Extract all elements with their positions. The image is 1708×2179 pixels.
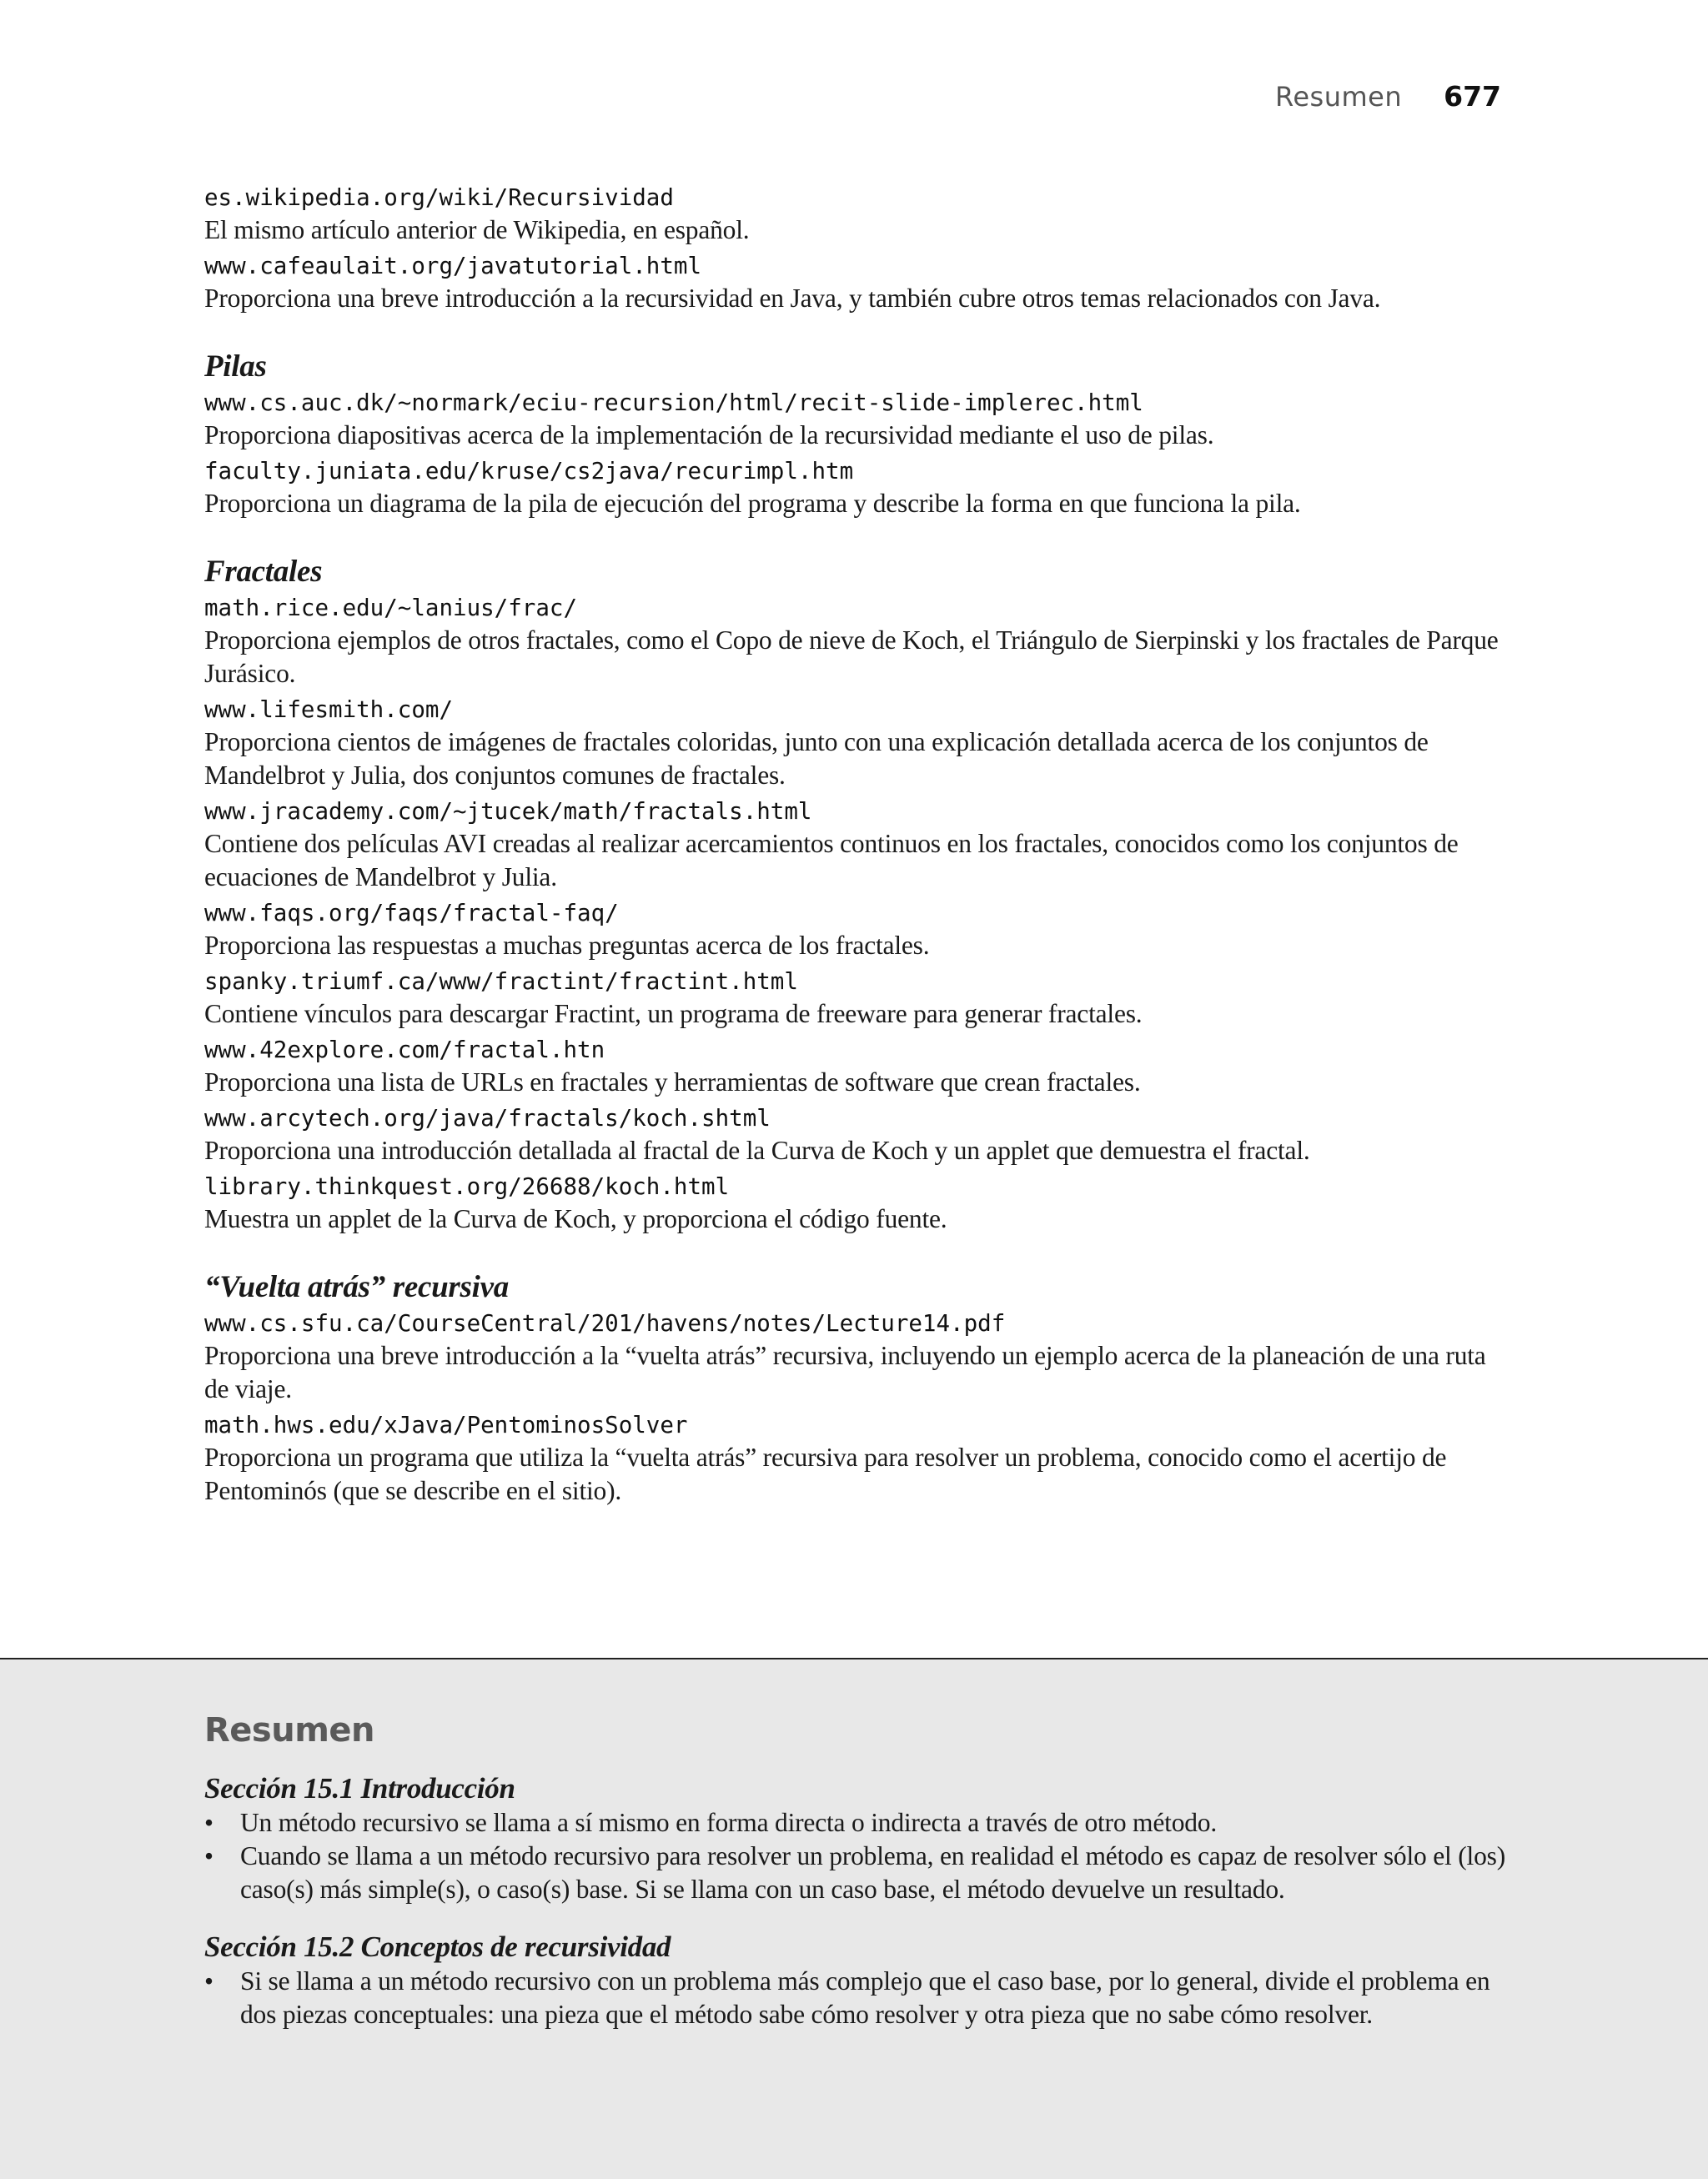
- bullet-item: [204, 1840, 1505, 1906]
- resource-url[interactable]: www.cs.sfu.ca/CourseCentral/201/havens/notes/Lecture14.pdf: [204, 1310, 1006, 1337]
- resource-description: Proporciona una breve introducción a la “vuelta atrás” recursiva, incluyendo un ejemplo acerca de la planeación de una ruta de viaje.: [204, 1341, 1486, 1403]
- resource-description: Muestra un applet de la Curva de Koch, y proporciona el código fuente.: [204, 1204, 947, 1233]
- list-item: [204, 592, 1505, 690]
- list-item: [204, 796, 1505, 894]
- summary-section-heading: Sección 15.2 Conceptos de recursividad: [204, 1930, 671, 1963]
- section-recursion-continued: [204, 182, 1505, 315]
- list-item: [204, 1308, 1505, 1406]
- resource-url[interactable]: www.arcytech.org/java/fractals/koch.shtml: [204, 1105, 771, 1132]
- summary-section-15-1: [204, 1771, 1505, 1906]
- list-item: [204, 1102, 1505, 1167]
- bullet-list: [204, 1806, 1505, 1906]
- section-vuelta-atras: [204, 1269, 1505, 1508]
- summary-section-15-2: [204, 1930, 1505, 2031]
- resource-url[interactable]: www.cafeaulait.org/javatutorial.html: [204, 253, 702, 279]
- list-item: [204, 694, 1505, 792]
- section-pilas: [204, 349, 1505, 520]
- summary-box: [0, 1658, 1708, 2179]
- resource-description: Proporciona las respuestas a muchas preguntas acerca de los fractales.: [204, 931, 930, 960]
- summary-title: Resumen: [204, 1711, 374, 1750]
- list-item: [204, 387, 1505, 452]
- resource-description: Contiene dos películas AVI creadas al realizar acercamientos continuos en los fractales, conocidos como los conjuntos de ecuaciones de Mandelbrot y Julia.: [204, 829, 1459, 891]
- running-header-section: Resumen: [1275, 81, 1403, 113]
- resource-url[interactable]: www.faqs.org/faqs/fractal-faq/: [204, 900, 619, 926]
- bullet-item: [204, 1806, 1505, 1840]
- resource-url[interactable]: spanky.triumf.ca/www/fractint/fractint.html: [204, 968, 798, 995]
- resource-url[interactable]: www.cs.auc.dk/~normark/eciu-recursion/html/recit-slide-implerec.html: [204, 389, 1143, 416]
- list-item: [204, 1034, 1505, 1099]
- bullet-icon: •: [204, 1808, 214, 1837]
- bullet-item: [204, 1965, 1505, 2031]
- resource-description: Proporciona una lista de URLs en fractales y herramientas de software que crean fractales.: [204, 1067, 1141, 1097]
- resource-description: Proporciona una breve introducción a la recursividad en Java, y también cubre otros temas relacionados con Java.: [204, 284, 1381, 313]
- section-heading: Pilas: [204, 349, 267, 384]
- summary-content: [204, 1711, 1505, 2055]
- section-heading: “Vuelta atrás” recursiva: [204, 1270, 509, 1304]
- bullet-list: [204, 1965, 1505, 2031]
- resource-url[interactable]: math.rice.edu/~lanius/frac/: [204, 595, 578, 621]
- resource-list: [204, 182, 1505, 1541]
- list-item: [204, 1171, 1505, 1236]
- list-item: [204, 250, 1505, 315]
- bullet-icon: •: [204, 1966, 214, 1996]
- resource-description: Proporciona una introducción detallada al fractal de la Curva de Koch y un applet que demuestra el fractal.: [204, 1136, 1310, 1165]
- list-item: [204, 182, 1505, 247]
- resource-url[interactable]: library.thinkquest.org/26688/koch.html: [204, 1173, 730, 1200]
- list-item: [204, 455, 1505, 520]
- bullet-text: Un método recursivo se llama a sí mismo en forma directa o indirecta a través de otro método.: [240, 1808, 1218, 1837]
- resource-url[interactable]: www.jracademy.com/~jtucek/math/fractals.html: [204, 798, 812, 825]
- resource-url[interactable]: faculty.juniata.edu/kruse/cs2java/recurimpl.htm: [204, 458, 854, 485]
- list-item: [204, 966, 1505, 1031]
- resource-description: Contiene vínculos para descargar Fractint, un programa de freeware para generar fractales.: [204, 999, 1143, 1028]
- resource-description: Proporciona ejemplos de otros fractales, como el Copo de nieve de Koch, el Triángulo de Sierpinski y los fractales de Parque Jurásico.: [204, 625, 1499, 688]
- resource-description: Proporciona un programa que utiliza la “vuelta atrás” recursiva para resolver un problema, conocido como el acertijo de Pentominós (que se describe en el sitio).: [204, 1443, 1447, 1505]
- bullet-text: Cuando se llama a un método recursivo para resolver un problema, en realidad el método es capaz de resolver sólo el (los) caso(s) más simple(s), o caso(s) base. Si se llama con un caso base, el método devuelve un resultado.: [240, 1841, 1505, 1904]
- resource-description: Proporciona diapositivas acerca de la implementación de la recursividad mediante el uso de pilas.: [204, 420, 1214, 449]
- resource-url[interactable]: es.wikipedia.org/wiki/Recursividad: [204, 184, 674, 211]
- resource-description: El mismo artículo anterior de Wikipedia, en español.: [204, 215, 750, 244]
- section-fractales: [204, 554, 1505, 1236]
- running-header: [1275, 80, 1501, 113]
- bullet-icon: •: [204, 1841, 214, 1870]
- resource-description: Proporciona cientos de imágenes de fractales coloridas, junto con una explicación detallada acerca de los conjuntos de Mandelbrot y Julia, dos conjuntos comunes de fractales.: [204, 727, 1429, 790]
- resource-description: Proporciona un diagrama de la pila de ejecución del programa y describe la forma en que funciona la pila.: [204, 489, 1301, 518]
- list-item: [204, 897, 1505, 962]
- resource-url[interactable]: math.hws.edu/xJava/PentominosSolver: [204, 1412, 688, 1438]
- resource-url[interactable]: www.42explore.com/fractal.htn: [204, 1037, 605, 1063]
- bullet-text: Si se llama a un método recursivo con un problema más complejo que el caso base, por lo general, divide el problema en dos piezas conceptuales: una pieza que el método sabe cómo resolver y otra pieza que no sabe cómo resolver.: [240, 1966, 1490, 2029]
- summary-section-heading: Sección 15.1 Introducción: [204, 1772, 515, 1805]
- page-number: 677: [1444, 80, 1501, 113]
- section-heading: Fractales: [204, 555, 323, 589]
- list-item: [204, 1409, 1505, 1508]
- resource-url[interactable]: www.lifesmith.com/: [204, 696, 454, 723]
